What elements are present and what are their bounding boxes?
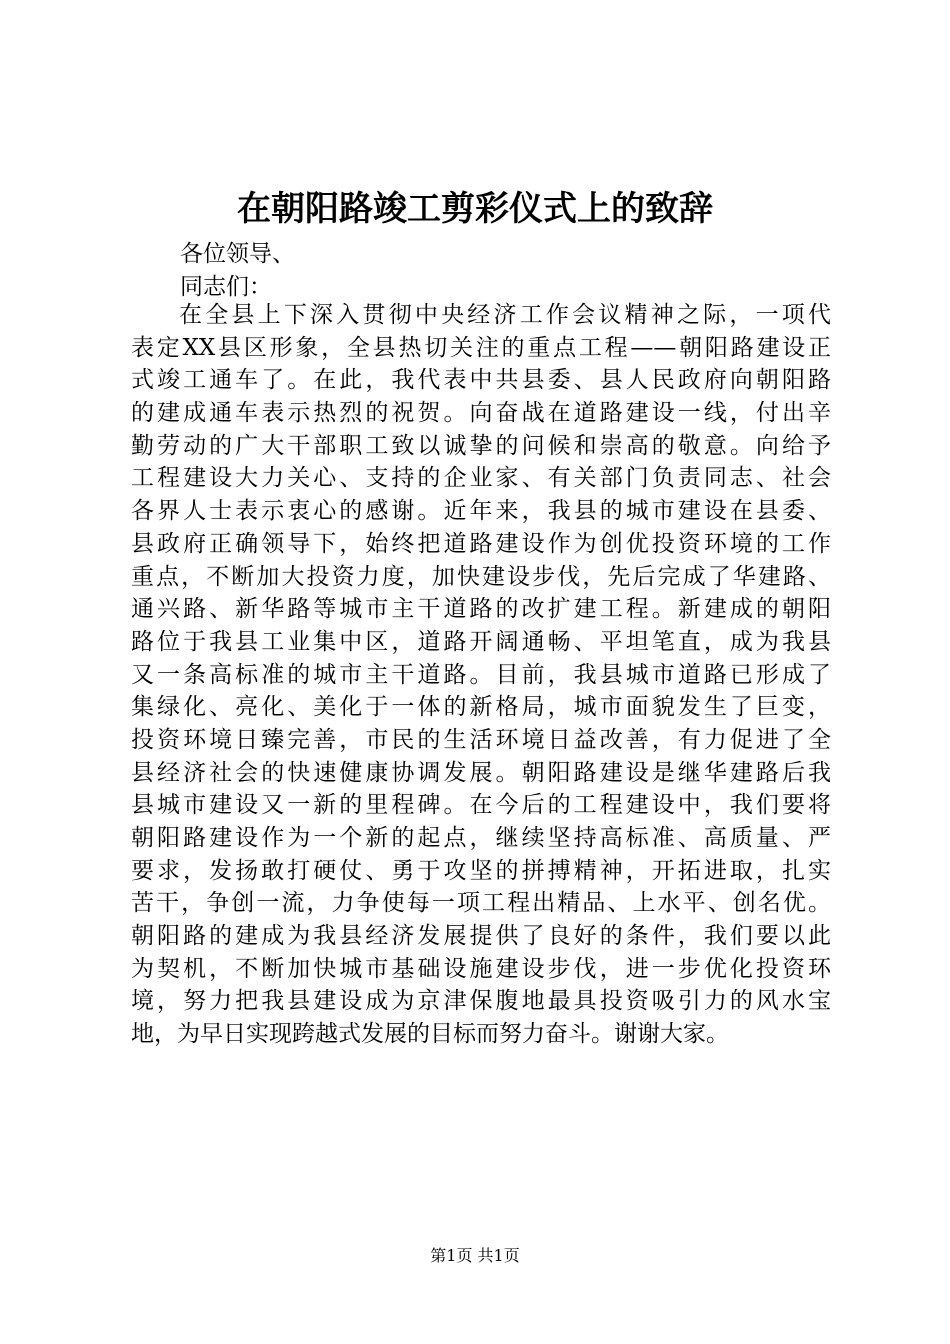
body-line: 勤劳动的广大干部职工致以诚挚的问候和崇高的敬意。向给予 xyxy=(131,432,831,459)
document-title: 在朝阳路竣工剪彩仪式上的致辞 xyxy=(237,189,713,229)
body-line: 集绿化、亮化、美化于一体的新格局，城市面貌发生了巨变， xyxy=(131,694,831,721)
body-line: 地，为早日实现跨越式发展的目标而努力奋斗。谢谢大家。 xyxy=(131,1021,729,1048)
body-line: 的建成通车表示热烈的祝贺。向奋战在道路建设一线，付出辛 xyxy=(131,400,831,427)
body-line: 又一条高标准的城市主干道路。目前，我县城市道路已形成了 xyxy=(131,661,831,688)
body-line: 式竣工通车了。在此，我代表中共县委、县人民政府向朝阳路 xyxy=(131,367,831,394)
body-line: 苦干，争创一流，力争使每一项工程出精品、上水平、创名优。 xyxy=(131,890,831,917)
body-line: 重点，不断加大投资力度，加快建设步伐，先后完成了华建路、 xyxy=(131,563,831,590)
body-line: 朝阳路的建成为我县经济发展提供了良好的条件，我们要以此 xyxy=(131,923,831,950)
body-line: 通兴路、新华路等城市主干道路的改扩建工程。新建成的朝阳 xyxy=(131,596,831,623)
page-footer: 第1页 共1页 xyxy=(430,1246,520,1265)
body-line: 在全县上下深入贯彻中央经济工作会议精神之际，一项代 xyxy=(179,302,831,328)
body-line: 为契机，不断加快城市基础设施建设步伐，进一步优化投资环 xyxy=(131,955,831,982)
body-line: 县经济社会的快速健康协调发展。朝阳路建设是继华建路后我 xyxy=(131,759,831,786)
body-line: 要求，发扬敢打硬仗、勇于攻坚的拼搏精神，开拓进取，扎实 xyxy=(131,857,831,884)
salutation-leaders: 各位领导、 xyxy=(180,241,295,267)
body-line: 各界人士表示衷心的感谢。近年来，我县的城市建设在县委、 xyxy=(131,498,831,525)
body-line: 县政府正确领导下，始终把道路建设作为创优投资环境的工作 xyxy=(131,530,831,557)
salutation-comrades: 同志们： xyxy=(180,274,272,300)
speech-body xyxy=(131,299,831,1051)
body-line: 路位于我县工业集中区，道路开阔通畅、平坦笔直，成为我县 xyxy=(131,628,831,655)
body-line: 境，努力把我县建设成为京津保腹地最具投资吸引力的风水宝 xyxy=(131,988,831,1015)
body-line: 朝阳路建设作为一个新的起点，继续坚持高标准、高质量、严 xyxy=(131,825,831,851)
body-line: 工程建设大力关心、支持的企业家、有关部门负责同志、社会 xyxy=(131,465,831,492)
body-line: 县城市建设又一新的里程碑。在今后的工程建设中，我们要将 xyxy=(131,792,831,819)
body-line: 投资环境日臻完善，市民的生活环境日益改善，有力促进了全 xyxy=(131,726,831,753)
body-line: 表定XX县区形象，全县热切关注的重点工程——朝阳路建设正 xyxy=(131,334,831,361)
